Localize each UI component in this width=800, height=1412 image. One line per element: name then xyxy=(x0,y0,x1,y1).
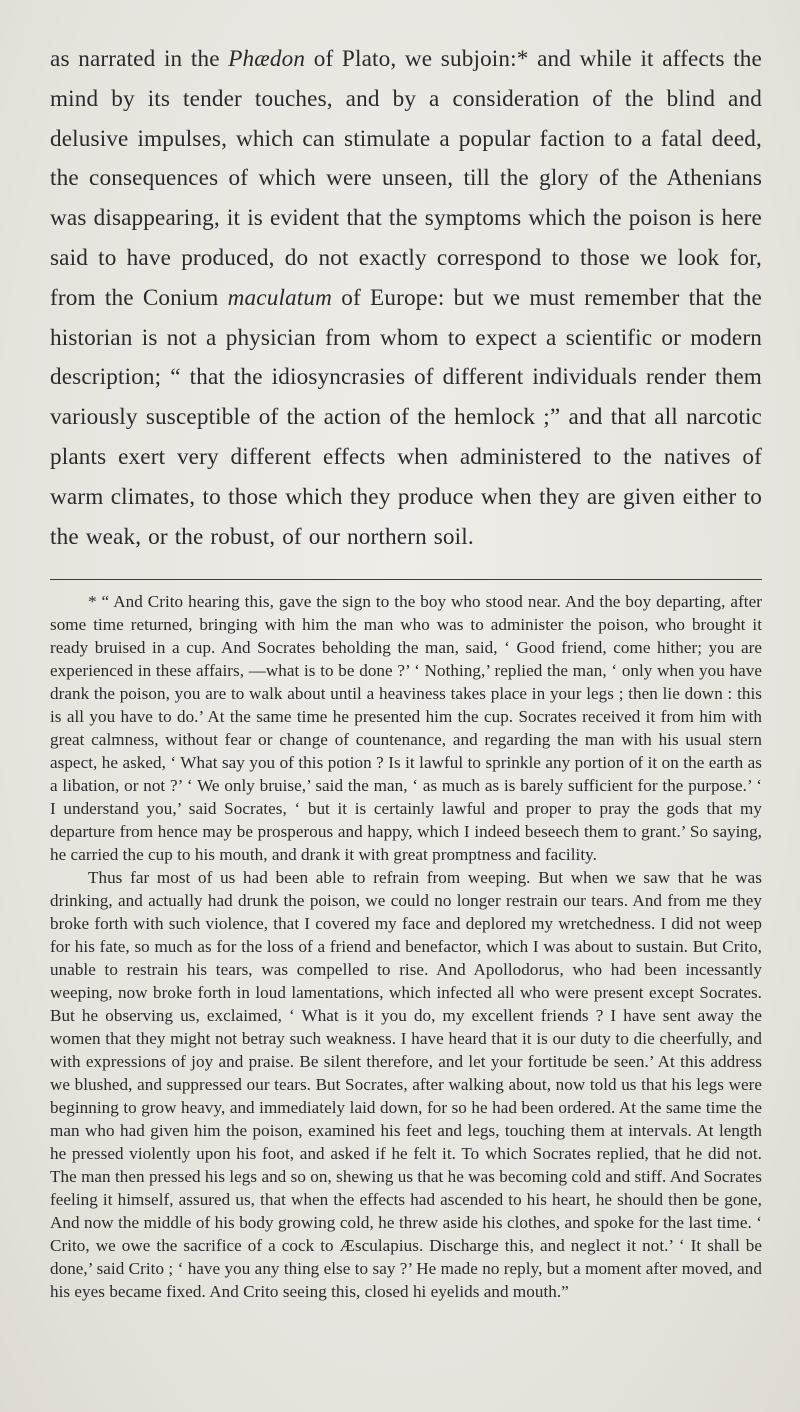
footnote-paragraph-1: * “ And Crito hearing this, gave the sign to the boy who stood near. And the boy departing, after some time returned, bringing with him the man who was to administer the poison, who brought it ready bruised in a cup. And Socrates beholding the man, said, ‘ Good friend, come hither; you are experienced in these affairs, —what is to be done ?’ ‘ Nothing,’ replied the man, ‘ only when you have drank the poison, you are to walk about until a heaviness takes place in your legs ; then lie down : this is all you have to do.’ At the same time he presented him the cup. Socrates received it from him with great calmness, without fear or change of countenance, and regarding the man with his usual stern aspect, he asked, ‘ What say you of this potion ? Is it lawful to sprinkle any portion of it on the earth as a libation, or not ?’ ‘ We only bruise,’ said the man, ‘ as much as is barely sufficient for the purpose.’ ‘ I understand you,’ said Socrates, ‘ but it is certainly lawful and proper to pray the gods that my departure from hence may be prosperous and happy, which I indeed beseech them to grant.’ So saying, he carried the cup to his mouth, and drank it with great promptness and facility. xyxy=(50,592,762,865)
footnote-divider xyxy=(50,579,762,580)
main-text-segment: of Europe: but we must remember that the historian is not a physician from whom to expect a scientific or modern description; “ that the idiosyncrasies of different individuals render them variously susceptible of the action of the hemlock ;” and that all narcotic plants exert very different effects when administered to the natives of warm climates, to those which they produce when they are given either to the weak, or the robust, of our northern soil. xyxy=(50,284,762,550)
footnote-paragraph-2: Thus far most of us had been able to refrain from weeping. But when we saw that he was drinking, and actually had drunk the poison, we could no longer restrain our tears. And from me they broke forth with such violence, that I covered my face and deplored my wretchedness. I did not weep for his fate, so much as for the loss of a friend and benefactor, which I was about to sustain. But Crito, unable to restrain his tears, was compelled to rise. And Apollodorus, who had been incessantly weeping, now broke forth in loud lamentations, which infected all who were present except Socrates. But he observing us, exclaimed, ‘ What is it you do, my excellent friends ? I have sent away the women that they might not betray such weakness. I have heard that it is our duty to die cheerfully, and with expressions of joy and praise. Be silent therefore, and let your fortitude be seen.’ At this address we blushed, and suppressed our tears. But Socrates, after walking about, now told us that his legs were beginning to grow heavy, and immediately laid down, for so he had been ordered. At the same time the man who had given him the poison, examined his feet and legs, touching them at intervals. At length he pressed violently upon his foot, and asked if he felt it. To which Socrates replied, that he did not. The man then pressed his legs and so on, shewing us that he was becoming cold and stiff. And Socrates feeling it himself, assured us, that when the effects had ascended to his heart, he should then be gone, And now the middle of his body growing cold, he threw aside his clothes, and spoke for the last time. ‘ Crito, we owe the sacrifice of a cock to Æsculapius. Discharge this, and neglect it not.’ ‘ It shall be done,’ said Crito ; ‘ have you any thing else to say ?’ He made no reply, but a moment after moved, and his eyes became fixed. And Crito seeing this, closed hi eyelids and mouth.” xyxy=(50,868,762,1302)
main-paragraph xyxy=(50,40,762,557)
main-text-segment: as narrated in the xyxy=(50,46,229,72)
main-text-segment: of Plato, we subjoin:* and while it affects the mind by its tender touches, and by a consideration of the blind and delusive impulses, which can stimulate a popular faction to a fatal deed, the consequences of which were unseen, till the glory of the Athenians was disappearing, it is evident that the symptoms which the poison is here said to have produced, do not exactly correspond to those we look for, from the Conium xyxy=(50,46,762,311)
main-italic-maculatum: maculatum xyxy=(227,284,333,311)
main-italic-phaedon: Phædon xyxy=(228,46,306,72)
book-page xyxy=(50,40,762,1303)
